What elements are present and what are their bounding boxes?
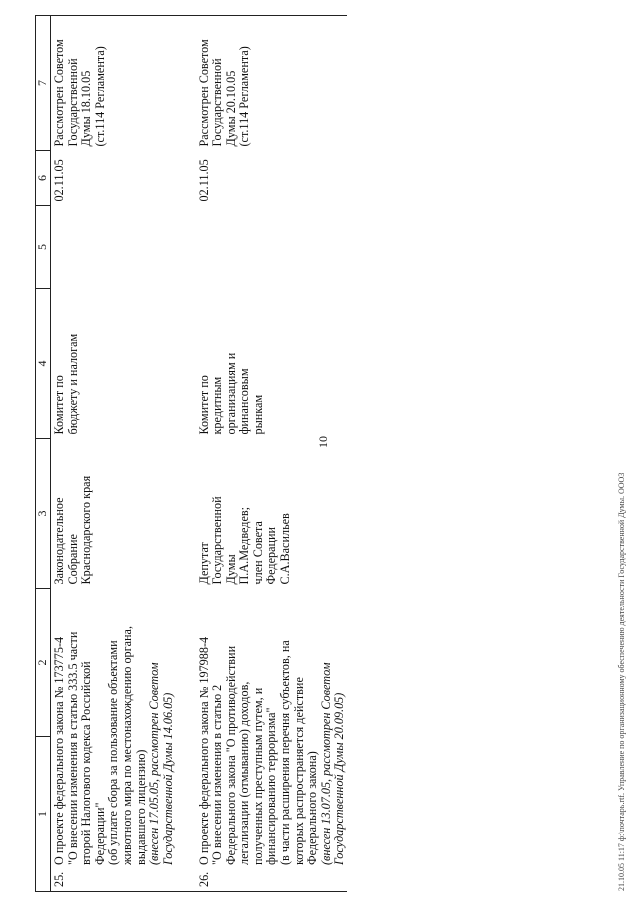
- committee-cell: Комитет по кредитным организациям и финансовым рынкам: [196, 352, 265, 435]
- column-5-cell: [51, 206, 196, 289]
- date-cell: 02.11.05: [52, 159, 66, 202]
- bill-note: (внесен 17.05.05, рассмотрен Советом: [147, 662, 162, 865]
- bill-description-cell: [196, 589, 348, 892]
- table-row: [196, 16, 348, 892]
- bill-title: О проекте федерального закона № 197988-4 "О внесении изменения в статью 2 Федерального закона "О противодействии легализации (отмыванию) доходов, полученных преступным путем, и финансированию терроризма" (в части расширения перечня субъектов, на которых распространяется действие Федерального закона) (внесен 13.07.05, рассмотрен Советом Государственной Думы 20.09.05): [196, 636, 347, 865]
- status-cell: Рассмотрен Советом Государственной Думы 18.10.05 (ст.114 Регламента): [51, 16, 196, 151]
- bill-description-cell: [51, 589, 196, 892]
- column-5-cell: [196, 206, 348, 289]
- row-number: 25.: [52, 871, 66, 887]
- date-cell: 02.11.05: [196, 159, 211, 202]
- author-cell: Законодательное Собрание Краснодарского края: [52, 475, 94, 585]
- author-cell: Депутат Государственной Думы П.А.Медведев; член Совета Федерации С.А.Васильев: [196, 496, 293, 585]
- column-header-4: 4: [36, 289, 51, 439]
- column-header-5: 5: [36, 206, 51, 289]
- footer-text: 21.10.05 11:17 ф:\почтарь.rtf. Управление по организационному обеспечению деятельности Государственной Думы. ООО3: [617, 472, 626, 891]
- bill-note: (внесен 13.07.05, рассмотрен Советом: [318, 662, 333, 865]
- column-header-3: 3: [36, 439, 51, 589]
- column-header-6: 6: [36, 151, 51, 206]
- bills-table: [35, 15, 347, 892]
- column-number-row: [36, 16, 51, 892]
- status-cell: Рассмотрен Советом Государственной Думы 20.10.05 (ст.114 Регламента): [196, 16, 348, 151]
- table-row: [51, 16, 196, 892]
- column-header-2: 2: [36, 589, 51, 737]
- row-number: 26.: [196, 871, 211, 887]
- column-header-1: 1: [36, 737, 51, 892]
- page-number: 10: [316, 436, 330, 448]
- column-header-7: 7: [36, 16, 51, 151]
- committee-cell: Комитет по бюджету и налогам: [52, 333, 80, 435]
- bill-title: О проекте федерального закона № 173775-4 "О внесении изменения в статью 333.5 части второй Налогового кодекса Российской Федерации" (об уплате сбора за пользование объектами животного мира по местонахождению органа, выдавшего лицензию) (внесен 17.05.05, рассмотрен Советом Государственной Думы 14.06.05): [52, 625, 175, 865]
